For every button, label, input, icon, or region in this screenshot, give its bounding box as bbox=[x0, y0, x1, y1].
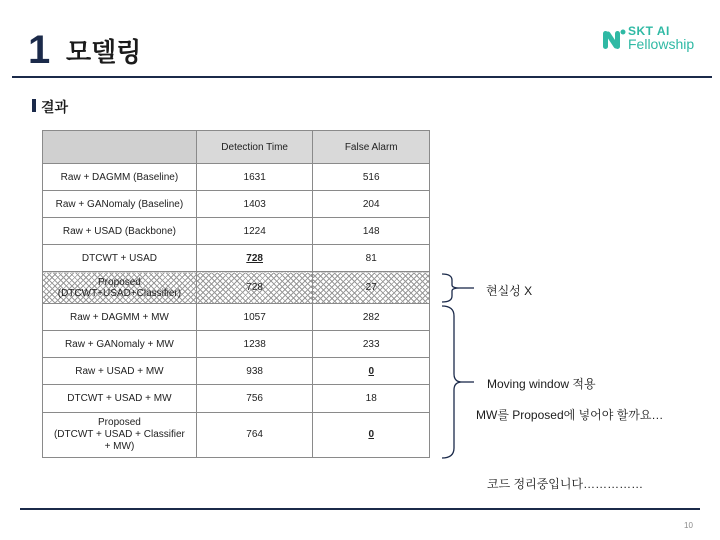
skt-ai-fellowship-logo bbox=[602, 24, 712, 54]
row-method: Raw + DAGMM + MW bbox=[43, 304, 197, 331]
row-false-alarm: 233 bbox=[313, 331, 430, 358]
logo-text-skt-ai: SKT AI bbox=[628, 24, 670, 38]
table-row bbox=[43, 385, 430, 413]
note-code-cleanup: 코드 정리중입니다…………… bbox=[487, 477, 644, 491]
row-detection-time: 728 bbox=[196, 272, 313, 304]
table-row bbox=[43, 164, 430, 191]
note-moving-window: Moving window 적용 bbox=[487, 377, 596, 391]
best-detection-time: 728 bbox=[246, 252, 263, 264]
row-method bbox=[43, 272, 197, 304]
row-false-alarm: 27 bbox=[313, 272, 430, 304]
table-row bbox=[43, 245, 430, 272]
row-false-alarm: 148 bbox=[313, 218, 430, 245]
section-label: 결과 bbox=[41, 99, 69, 115]
table-header-row bbox=[43, 131, 430, 164]
slide-title: 모델링 bbox=[66, 37, 142, 67]
footer-divider bbox=[20, 508, 700, 510]
row-detection-time: 1224 bbox=[196, 218, 313, 245]
row-method: Raw + USAD (Backbone) bbox=[43, 218, 197, 245]
row-detection-time bbox=[196, 245, 313, 272]
row-false-alarm bbox=[313, 413, 430, 458]
row-detection-time: 1631 bbox=[196, 164, 313, 191]
row-method: DTCWT + USAD + MW bbox=[43, 385, 197, 413]
row-false-alarm: 516 bbox=[313, 164, 430, 191]
row-false-alarm: 81 bbox=[313, 245, 430, 272]
row-detection-time: 938 bbox=[196, 358, 313, 385]
row-method: Raw + GANomaly (Baseline) bbox=[43, 191, 197, 218]
logo-text-fellowship: Fellowship bbox=[628, 36, 695, 52]
section-marker bbox=[32, 99, 36, 112]
row-method-line: (DTCWT+USAD+Classifier) bbox=[57, 287, 182, 299]
table-row bbox=[43, 331, 430, 358]
row-detection-time: 764 bbox=[196, 413, 313, 458]
row-method bbox=[43, 413, 197, 458]
row-detection-time: 1403 bbox=[196, 191, 313, 218]
table-row bbox=[43, 218, 430, 245]
table-row bbox=[43, 413, 430, 458]
note-mw-question: MW를 Proposed에 넣어야 할까요… bbox=[476, 408, 664, 422]
table-row-proposed-hatched bbox=[43, 272, 430, 304]
table-header-blank bbox=[43, 131, 197, 164]
row-method: DTCWT + USAD bbox=[43, 245, 197, 272]
table-row bbox=[43, 191, 430, 218]
row-false-alarm: 204 bbox=[313, 191, 430, 218]
row-method-line: (DTCWT + USAD + Classifier bbox=[53, 429, 185, 440]
brace-mw-rows bbox=[440, 304, 476, 460]
row-detection-time: 1057 bbox=[196, 304, 313, 331]
row-false-alarm bbox=[313, 358, 430, 385]
logo-mark-icon bbox=[602, 28, 626, 52]
row-method: Raw + GANomaly + MW bbox=[43, 331, 197, 358]
table-header-detection-time: Detection Time bbox=[196, 131, 313, 164]
page-number: 10 bbox=[684, 521, 693, 530]
row-method: Raw + DAGMM (Baseline) bbox=[43, 164, 197, 191]
row-method-line: Proposed bbox=[98, 417, 141, 428]
row-method-line: Proposed bbox=[98, 276, 141, 288]
brace-proposed-row bbox=[440, 272, 476, 304]
row-detection-time: 1238 bbox=[196, 331, 313, 358]
row-method: Raw + USAD + MW bbox=[43, 358, 197, 385]
row-false-alarm: 282 bbox=[313, 304, 430, 331]
row-false-alarm: 18 bbox=[313, 385, 430, 413]
best-false-alarm: 0 bbox=[368, 429, 374, 440]
header-divider bbox=[12, 76, 712, 78]
row-detection-time: 756 bbox=[196, 385, 313, 413]
best-false-alarm: 0 bbox=[368, 365, 374, 377]
table-row bbox=[43, 304, 430, 331]
note-reality: 현실성 X bbox=[486, 284, 533, 298]
table-row bbox=[43, 358, 430, 385]
results-table bbox=[42, 130, 430, 458]
row-method-line: + MW) bbox=[104, 441, 135, 452]
slide-number: 1 bbox=[28, 28, 51, 72]
table-header-false-alarm: False Alarm bbox=[313, 131, 430, 164]
